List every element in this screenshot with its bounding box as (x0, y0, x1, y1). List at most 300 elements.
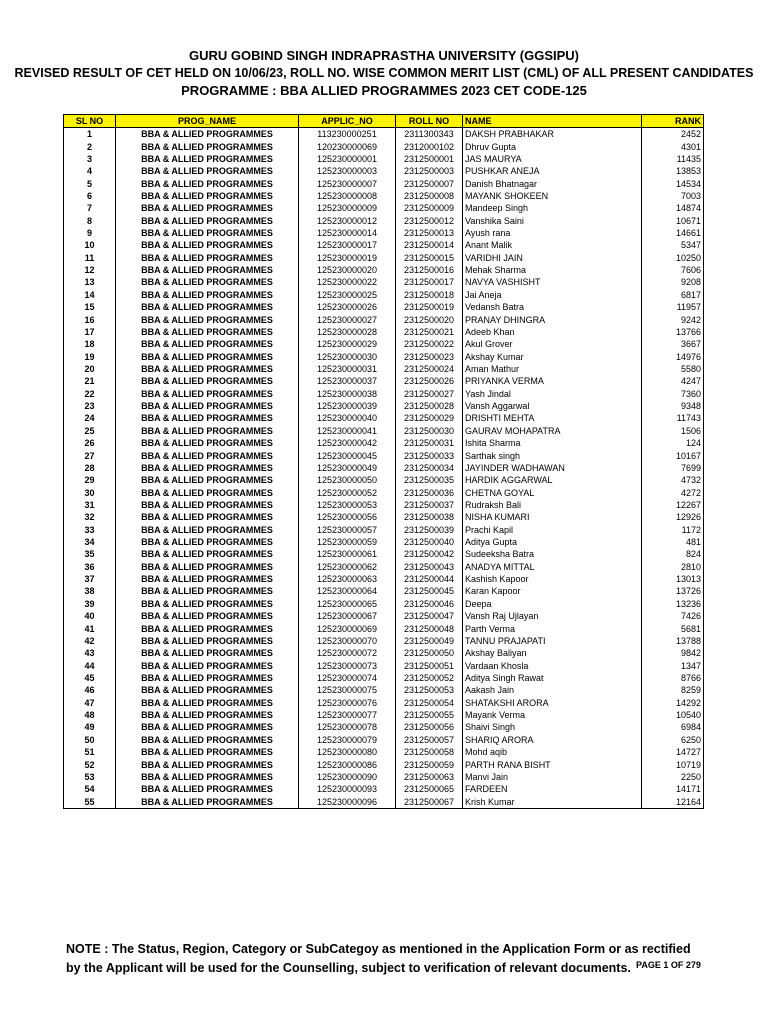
table-row (64, 177, 704, 189)
cell-rank: 14976 (642, 350, 704, 362)
cell-name: Krish Kumar (463, 795, 642, 808)
cell-applic-no: 125230000045 (299, 449, 396, 461)
cell-prog-name: BBA & ALLIED PROGRAMMES (116, 326, 299, 338)
cell-applic-no: 125230000064 (299, 585, 396, 597)
cell-rank: 10671 (642, 215, 704, 227)
cell-rank: 13726 (642, 585, 704, 597)
cell-roll-no: 2312500012 (396, 215, 463, 227)
cell-prog-name: BBA & ALLIED PROGRAMMES (116, 449, 299, 461)
cell-roll-no: 2312500026 (396, 375, 463, 387)
cell-rank: 14874 (642, 202, 704, 214)
table-row (64, 215, 704, 227)
cell-prog-name: BBA & ALLIED PROGRAMMES (116, 684, 299, 696)
table-row (64, 437, 704, 449)
cell-prog-name: BBA & ALLIED PROGRAMMES (116, 474, 299, 486)
cell-prog-name: BBA & ALLIED PROGRAMMES (116, 276, 299, 288)
cell-rank: 1347 (642, 659, 704, 671)
cell-rank: 10540 (642, 709, 704, 721)
cell-prog-name: BBA & ALLIED PROGRAMMES (116, 301, 299, 313)
cell-rank: 7426 (642, 610, 704, 622)
table-row (64, 647, 704, 659)
cell-sl-no: 13 (64, 276, 116, 288)
cell-name: Aakash Jain (463, 684, 642, 696)
cell-sl-no: 48 (64, 709, 116, 721)
cell-roll-no: 2312500045 (396, 585, 463, 597)
cell-name: Sarthak singh (463, 449, 642, 461)
table-row (64, 622, 704, 634)
table-row (64, 672, 704, 684)
cell-name: Aditya Gupta (463, 536, 642, 548)
cell-rank: 10719 (642, 758, 704, 770)
cell-applic-no: 125230000007 (299, 177, 396, 189)
cell-name: Mayank Verma (463, 709, 642, 721)
cell-applic-no: 125230000041 (299, 425, 396, 437)
table-row (64, 610, 704, 622)
cell-sl-no: 44 (64, 659, 116, 671)
cell-rank: 2810 (642, 561, 704, 573)
table-row (64, 499, 704, 511)
cell-sl-no: 43 (64, 647, 116, 659)
cell-roll-no: 2312500018 (396, 289, 463, 301)
cell-prog-name: BBA & ALLIED PROGRAMMES (116, 647, 299, 659)
cell-applic-no: 125230000073 (299, 659, 396, 671)
cell-prog-name: BBA & ALLIED PROGRAMMES (116, 425, 299, 437)
cell-rank: 13013 (642, 573, 704, 585)
cell-name: HARDIK AGGARWAL (463, 474, 642, 486)
table-row (64, 276, 704, 288)
cell-name: NAVYA VASHISHT (463, 276, 642, 288)
table-row (64, 140, 704, 152)
table-row (64, 585, 704, 597)
cell-applic-no: 125230000026 (299, 301, 396, 313)
column-header-rank: RANK (642, 115, 704, 128)
cell-prog-name: BBA & ALLIED PROGRAMMES (116, 672, 299, 684)
cell-rank: 12164 (642, 795, 704, 808)
cell-sl-no: 51 (64, 746, 116, 758)
cell-sl-no: 5 (64, 177, 116, 189)
cell-roll-no: 2312500017 (396, 276, 463, 288)
cell-applic-no: 125230000078 (299, 721, 396, 733)
cell-name: Mandeep Singh (463, 202, 642, 214)
cell-roll-no: 2312500049 (396, 635, 463, 647)
cell-roll-no: 2312500030 (396, 425, 463, 437)
cell-rank: 6817 (642, 289, 704, 301)
cell-applic-no: 125230000057 (299, 524, 396, 536)
cell-rank: 14292 (642, 697, 704, 709)
cell-roll-no: 2312500034 (396, 462, 463, 474)
cell-sl-no: 25 (64, 425, 116, 437)
cell-sl-no: 4 (64, 165, 116, 177)
cell-roll-no: 2312500063 (396, 771, 463, 783)
cell-sl-no: 11 (64, 252, 116, 264)
column-header-name: NAME (463, 115, 642, 128)
cell-name: Vanshika Saini (463, 215, 642, 227)
cell-sl-no: 39 (64, 598, 116, 610)
table-row (64, 449, 704, 461)
cell-prog-name: BBA & ALLIED PROGRAMMES (116, 140, 299, 152)
table-row (64, 313, 704, 325)
cell-prog-name: BBA & ALLIED PROGRAMMES (116, 771, 299, 783)
cell-name: FARDEEN (463, 783, 642, 795)
cell-sl-no: 12 (64, 264, 116, 276)
cell-name: Deepa (463, 598, 642, 610)
cell-applic-no: 125230000080 (299, 746, 396, 758)
table-row (64, 289, 704, 301)
cell-applic-no: 125230000077 (299, 709, 396, 721)
cell-name: SHARIQ ARORA (463, 734, 642, 746)
cell-rank: 7699 (642, 462, 704, 474)
cell-name: NISHA KUMARI (463, 511, 642, 523)
cell-roll-no: 2312500054 (396, 697, 463, 709)
cell-name: Vansh Raj Ujlayan (463, 610, 642, 622)
cell-roll-no: 2312500055 (396, 709, 463, 721)
cell-sl-no: 6 (64, 190, 116, 202)
page-number: PAGE 1 OF 279 (636, 960, 701, 970)
cell-rank: 13236 (642, 598, 704, 610)
cell-roll-no: 2312500008 (396, 190, 463, 202)
cell-sl-no: 55 (64, 795, 116, 808)
cell-name: Akul Grover (463, 338, 642, 350)
cell-applic-no: 125230000075 (299, 684, 396, 696)
cell-rank: 13766 (642, 326, 704, 338)
cell-rank: 2452 (642, 128, 704, 141)
cell-applic-no: 125230000022 (299, 276, 396, 288)
cell-prog-name: BBA & ALLIED PROGRAMMES (116, 499, 299, 511)
cell-roll-no: 2311300343 (396, 128, 463, 141)
cell-prog-name: BBA & ALLIED PROGRAMMES (116, 659, 299, 671)
cell-roll-no: 2312500023 (396, 350, 463, 362)
table-row (64, 363, 704, 375)
table-row (64, 758, 704, 770)
cell-applic-no: 125230000076 (299, 697, 396, 709)
cell-sl-no: 42 (64, 635, 116, 647)
cell-roll-no: 2312500044 (396, 573, 463, 585)
table-row (64, 548, 704, 560)
cell-rank: 7606 (642, 264, 704, 276)
cell-rank: 5347 (642, 239, 704, 251)
cell-rank: 9348 (642, 400, 704, 412)
cell-applic-no: 125230000062 (299, 561, 396, 573)
cell-sl-no: 46 (64, 684, 116, 696)
cell-applic-no: 125230000065 (299, 598, 396, 610)
column-header-roll-no: ROLL NO (396, 115, 463, 128)
cell-applic-no: 125230000096 (299, 795, 396, 808)
cell-prog-name: BBA & ALLIED PROGRAMMES (116, 363, 299, 375)
cell-name: Mehak Sharma (463, 264, 642, 276)
cell-rank: 124 (642, 437, 704, 449)
cell-rank: 824 (642, 548, 704, 560)
cell-roll-no: 2312500042 (396, 548, 463, 560)
cell-applic-no: 125230000001 (299, 153, 396, 165)
cell-sl-no: 52 (64, 758, 116, 770)
cell-applic-no: 125230000029 (299, 338, 396, 350)
cell-sl-no: 20 (64, 363, 116, 375)
cell-prog-name: BBA & ALLIED PROGRAMMES (116, 635, 299, 647)
cell-roll-no: 2312500033 (396, 449, 463, 461)
table-row (64, 746, 704, 758)
cell-roll-no: 2312500007 (396, 177, 463, 189)
cell-sl-no: 2 (64, 140, 116, 152)
cell-prog-name: BBA & ALLIED PROGRAMMES (116, 128, 299, 141)
cell-sl-no: 21 (64, 375, 116, 387)
cell-roll-no: 2312500013 (396, 227, 463, 239)
cell-name: TANNU PRAJAPATI (463, 635, 642, 647)
cell-rank: 14661 (642, 227, 704, 239)
column-header-sl-no: SL NO (64, 115, 116, 128)
cell-prog-name: BBA & ALLIED PROGRAMMES (116, 375, 299, 387)
cell-sl-no: 29 (64, 474, 116, 486)
table-row (64, 326, 704, 338)
column-header-prog-name: PROG_NAME (116, 115, 299, 128)
cell-sl-no: 31 (64, 499, 116, 511)
cell-prog-name: BBA & ALLIED PROGRAMMES (116, 289, 299, 301)
cell-applic-no: 125230000063 (299, 573, 396, 585)
cell-applic-no: 125230000038 (299, 388, 396, 400)
cell-rank: 2250 (642, 771, 704, 783)
cell-name: Karan Kapoor (463, 585, 642, 597)
table-row (64, 709, 704, 721)
cell-applic-no: 125230000090 (299, 771, 396, 783)
table-row (64, 462, 704, 474)
cell-prog-name: BBA & ALLIED PROGRAMMES (116, 524, 299, 536)
cell-sl-no: 32 (64, 511, 116, 523)
cell-applic-no: 125230000070 (299, 635, 396, 647)
cell-applic-no: 125230000069 (299, 622, 396, 634)
cell-applic-no: 125230000028 (299, 326, 396, 338)
cell-name: Danish Bhatnagar (463, 177, 642, 189)
table-row (64, 388, 704, 400)
cell-rank: 481 (642, 536, 704, 548)
cell-sl-no: 47 (64, 697, 116, 709)
table-row (64, 486, 704, 498)
cell-prog-name: BBA & ALLIED PROGRAMMES (116, 561, 299, 573)
cell-applic-no: 125230000086 (299, 758, 396, 770)
cell-name: Dhruv Gupta (463, 140, 642, 152)
cell-sl-no: 27 (64, 449, 116, 461)
table-row (64, 795, 704, 808)
cell-applic-no: 113230000251 (299, 128, 396, 141)
cell-roll-no: 2312500031 (396, 437, 463, 449)
cell-name: VARIDHI JAIN (463, 252, 642, 264)
cell-applic-no: 125230000014 (299, 227, 396, 239)
cell-name: Aditya Singh Rawat (463, 672, 642, 684)
cell-name: Anant Malik (463, 239, 642, 251)
cell-roll-no: 2312500015 (396, 252, 463, 264)
cell-applic-no: 125230000027 (299, 313, 396, 325)
cell-rank: 4301 (642, 140, 704, 152)
cell-prog-name: BBA & ALLIED PROGRAMMES (116, 190, 299, 202)
cell-applic-no: 125230000050 (299, 474, 396, 486)
cell-name: Vansh Aggarwal (463, 400, 642, 412)
cell-sl-no: 8 (64, 215, 116, 227)
cell-applic-no: 125230000072 (299, 647, 396, 659)
cell-sl-no: 36 (64, 561, 116, 573)
table-row (64, 659, 704, 671)
cell-name: Kashish Kapoor (463, 573, 642, 585)
university-title: GURU GOBIND SINGH INDRAPRASTHA UNIVERSITY (GGSIPU) (188, 48, 580, 63)
cell-name: JAYINDER WADHAWAN (463, 462, 642, 474)
table-row (64, 474, 704, 486)
cell-name: DRISHTI MEHTA (463, 412, 642, 424)
cell-name: ANADYA MITTAL (463, 561, 642, 573)
table-row (64, 783, 704, 795)
table-body (64, 128, 704, 809)
cell-applic-no: 125230000009 (299, 202, 396, 214)
cell-rank: 4272 (642, 486, 704, 498)
cell-applic-no: 125230000042 (299, 437, 396, 449)
table-row (64, 425, 704, 437)
table-row (64, 338, 704, 350)
cell-name: SHATAKSHI ARORA (463, 697, 642, 709)
cell-roll-no: 2312500024 (396, 363, 463, 375)
cell-name: PARTH RANA BISHT (463, 758, 642, 770)
cell-roll-no: 2312500043 (396, 561, 463, 573)
cell-sl-no: 7 (64, 202, 116, 214)
table-row (64, 524, 704, 536)
table-row (64, 536, 704, 548)
cell-applic-no: 125230000074 (299, 672, 396, 684)
cell-name: PRANAY DHINGRA (463, 313, 642, 325)
cell-rank: 11957 (642, 301, 704, 313)
cell-applic-no: 125230000061 (299, 548, 396, 560)
cell-prog-name: BBA & ALLIED PROGRAMMES (116, 177, 299, 189)
cell-applic-no: 125230000030 (299, 350, 396, 362)
cell-prog-name: BBA & ALLIED PROGRAMMES (116, 388, 299, 400)
cell-applic-no: 125230000037 (299, 375, 396, 387)
cell-name: Parth Verma (463, 622, 642, 634)
table-row (64, 301, 704, 313)
cell-name: Ayush rana (463, 227, 642, 239)
cell-prog-name: BBA & ALLIED PROGRAMMES (116, 709, 299, 721)
cell-sl-no: 53 (64, 771, 116, 783)
cell-prog-name: BBA & ALLIED PROGRAMMES (116, 795, 299, 808)
cell-applic-no: 125230000040 (299, 412, 396, 424)
cell-name: Vardaan Khosla (463, 659, 642, 671)
cell-rank: 11743 (642, 412, 704, 424)
cell-rank: 10167 (642, 449, 704, 461)
cell-sl-no: 33 (64, 524, 116, 536)
table-row (64, 561, 704, 573)
cell-roll-no: 2312500053 (396, 684, 463, 696)
cell-roll-no: 2312500001 (396, 153, 463, 165)
table-row (64, 734, 704, 746)
cell-prog-name: BBA & ALLIED PROGRAMMES (116, 462, 299, 474)
cell-name: CHETNA GOYAL (463, 486, 642, 498)
table-row (64, 153, 704, 165)
table-header-row (64, 115, 704, 128)
cell-roll-no: 2312500028 (396, 400, 463, 412)
cell-sl-no: 14 (64, 289, 116, 301)
cell-roll-no: 2312500027 (396, 388, 463, 400)
cell-name: Akshay Baliyan (463, 647, 642, 659)
cell-applic-no: 125230000079 (299, 734, 396, 746)
cell-name: Vedansh Batra (463, 301, 642, 313)
cell-roll-no: 2312500059 (396, 758, 463, 770)
table-row (64, 697, 704, 709)
cell-name: PUSHKAR ANEJA (463, 165, 642, 177)
cell-applic-no: 120230000069 (299, 140, 396, 152)
cell-roll-no: 2312500052 (396, 672, 463, 684)
cell-prog-name: BBA & ALLIED PROGRAMMES (116, 758, 299, 770)
cell-name: Shaivi Singh (463, 721, 642, 733)
table-row (64, 165, 704, 177)
cell-prog-name: BBA & ALLIED PROGRAMMES (116, 783, 299, 795)
cell-applic-no: 125230000049 (299, 462, 396, 474)
cell-prog-name: BBA & ALLIED PROGRAMMES (116, 573, 299, 585)
table-row (64, 400, 704, 412)
cell-roll-no: 2312500056 (396, 721, 463, 733)
cell-name: Akshay Kumar (463, 350, 642, 362)
table-row (64, 128, 704, 141)
cell-name: Jai Aneja (463, 289, 642, 301)
cell-prog-name: BBA & ALLIED PROGRAMMES (116, 252, 299, 264)
cell-roll-no: 2312500048 (396, 622, 463, 634)
cell-rank: 1172 (642, 524, 704, 536)
cell-applic-no: 125230000012 (299, 215, 396, 227)
cell-rank: 8259 (642, 684, 704, 696)
cell-roll-no: 2312500036 (396, 486, 463, 498)
cell-name: Adeeb Khan (463, 326, 642, 338)
cell-roll-no: 2312500057 (396, 734, 463, 746)
cell-applic-no: 125230000017 (299, 239, 396, 251)
cell-rank: 14727 (642, 746, 704, 758)
cell-name: Prachi Kapil (463, 524, 642, 536)
cell-prog-name: BBA & ALLIED PROGRAMMES (116, 264, 299, 276)
column-header-applic-no: APPLIC_NO (299, 115, 396, 128)
cell-sl-no: 3 (64, 153, 116, 165)
cell-prog-name: BBA & ALLIED PROGRAMMES (116, 165, 299, 177)
cell-sl-no: 19 (64, 350, 116, 362)
cell-name: JAS MAURYA (463, 153, 642, 165)
cell-rank: 3667 (642, 338, 704, 350)
table-row (64, 598, 704, 610)
cell-prog-name: BBA & ALLIED PROGRAMMES (116, 536, 299, 548)
cell-prog-name: BBA & ALLIED PROGRAMMES (116, 313, 299, 325)
cell-rank: 9242 (642, 313, 704, 325)
table-row (64, 264, 704, 276)
cell-rank: 5580 (642, 363, 704, 375)
cell-applic-no: 125230000056 (299, 511, 396, 523)
cell-roll-no: 2312500039 (396, 524, 463, 536)
cell-prog-name: BBA & ALLIED PROGRAMMES (116, 437, 299, 449)
cell-roll-no: 2312500014 (396, 239, 463, 251)
cell-roll-no: 2312500050 (396, 647, 463, 659)
cell-roll-no: 2312500035 (396, 474, 463, 486)
cell-prog-name: BBA & ALLIED PROGRAMMES (116, 598, 299, 610)
counselling-note: NOTE : The Status, Region, Category or SubCategoy as mentioned in the Application Form or as rectified by the Applicant will be used for the Counselling, subject to verification of relevant documents. (66, 942, 691, 975)
cell-rank: 7003 (642, 190, 704, 202)
cell-sl-no: 37 (64, 573, 116, 585)
cell-name: Manvi Jain (463, 771, 642, 783)
cell-roll-no: 2312500065 (396, 783, 463, 795)
cell-sl-no: 10 (64, 239, 116, 251)
cell-prog-name: BBA & ALLIED PROGRAMMES (116, 697, 299, 709)
cell-prog-name: BBA & ALLIED PROGRAMMES (116, 610, 299, 622)
cell-sl-no: 45 (64, 672, 116, 684)
cell-applic-no: 125230000067 (299, 610, 396, 622)
cell-roll-no: 2312500051 (396, 659, 463, 671)
table-row (64, 252, 704, 264)
cell-sl-no: 40 (64, 610, 116, 622)
cell-roll-no: 2312500067 (396, 795, 463, 808)
cell-sl-no: 35 (64, 548, 116, 560)
cell-name: Yash Jindal (463, 388, 642, 400)
cell-name: MAYANK SHOKEEN (463, 190, 642, 202)
cell-applic-no: 125230000025 (299, 289, 396, 301)
cell-sl-no: 24 (64, 412, 116, 424)
cell-rank: 9208 (642, 276, 704, 288)
cell-sl-no: 18 (64, 338, 116, 350)
